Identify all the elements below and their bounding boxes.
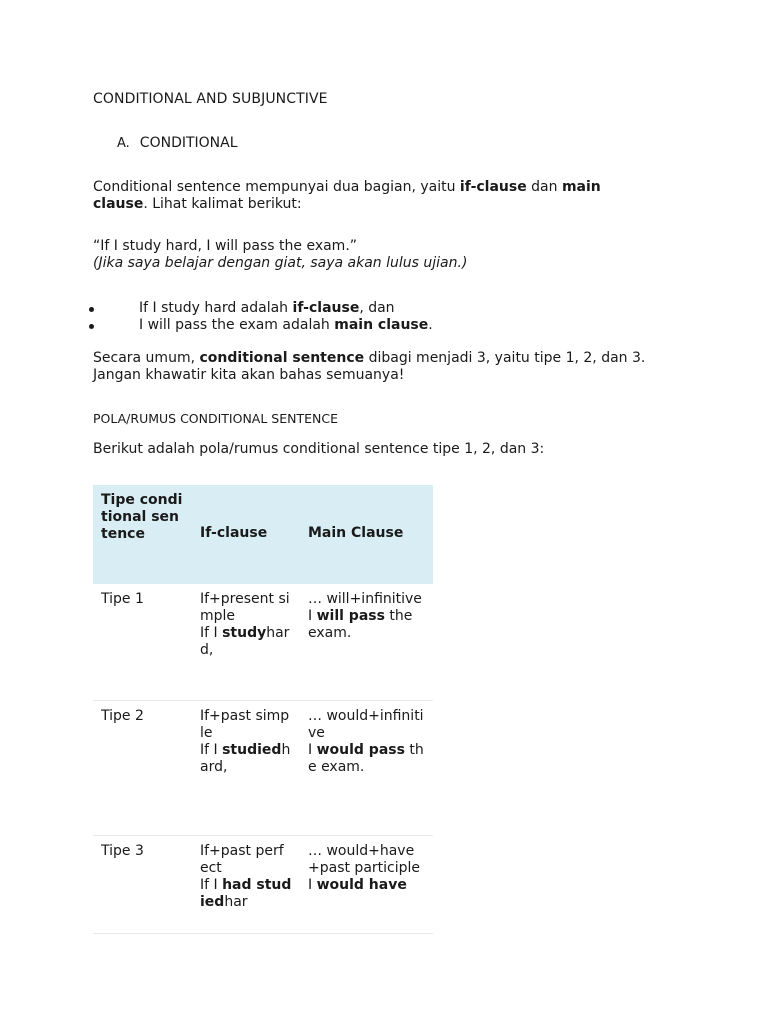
bullet-2-bold: main clause bbox=[334, 317, 429, 333]
if-example bbox=[200, 625, 292, 659]
if-example-post: hard, bbox=[200, 625, 290, 658]
cell-tipe: Tipe 2 bbox=[101, 708, 144, 724]
intro-text-1: Conditional sentence mempunyai dua bagian, yaitu bbox=[93, 179, 460, 195]
table-row bbox=[93, 584, 433, 701]
example-quote bbox=[93, 238, 653, 272]
bullet-1-tail: , dan bbox=[359, 300, 395, 316]
main-example-post: the exam. bbox=[308, 742, 424, 775]
if-example-post: har bbox=[224, 894, 248, 910]
main-example-bold: would have bbox=[316, 877, 407, 893]
cell-main-clause bbox=[300, 836, 433, 934]
intro-text-2: dan bbox=[526, 179, 562, 195]
main-example-pre: I bbox=[308, 877, 317, 893]
header-tipe: Tipe conditional sentence bbox=[93, 485, 192, 584]
cell-if-clause bbox=[192, 584, 300, 701]
section-a-title: CONDITIONAL bbox=[139, 135, 238, 151]
main-example bbox=[308, 877, 425, 894]
main-example-bold: will pass bbox=[316, 608, 385, 624]
main-example-pre: I bbox=[308, 742, 317, 758]
table-header-row bbox=[93, 485, 433, 584]
main-formula: … will+infinitive bbox=[308, 591, 422, 607]
bullet-1-text: If I study hard adalah bbox=[139, 300, 293, 316]
cell-main-clause bbox=[300, 701, 433, 836]
types-text-1: Secara umum, bbox=[93, 350, 200, 366]
example-sentence-en: “If I study hard, I will pass the exam.” bbox=[93, 238, 358, 254]
cell-if-clause bbox=[192, 836, 300, 934]
bullet-2-text: I will pass the exam adalah bbox=[139, 317, 335, 333]
bullet-item-main-clause bbox=[86, 317, 646, 334]
bullet-1-bold: if-clause bbox=[292, 300, 360, 316]
intro-bold-if-clause: if-clause bbox=[459, 179, 527, 195]
cell-main-clause bbox=[300, 584, 433, 701]
types-bold: conditional sentence bbox=[199, 350, 365, 366]
if-example-bold: studied bbox=[222, 742, 282, 758]
types-text-2: dibagi menjadi 3, yaitu tipe 1, 2, dan 3. Jangan khawatir kita akan bahas semuanya! bbox=[93, 350, 646, 383]
main-formula: … would+have+past participle bbox=[308, 843, 421, 876]
section-a-label: A. bbox=[117, 136, 130, 151]
types-paragraph bbox=[93, 350, 673, 384]
if-example bbox=[200, 877, 292, 911]
section-a-heading bbox=[117, 135, 238, 152]
cell-tipe: Tipe 3 bbox=[101, 843, 144, 859]
table-intro-paragraph: Berikut adalah pola/rumus conditional sentence tipe 1, 2, dan 3: bbox=[93, 441, 545, 457]
if-example bbox=[200, 742, 292, 776]
example-translation: (Jika saya belajar dengan giat, saya akan lulus ujian.) bbox=[93, 255, 468, 271]
cell-if-clause bbox=[192, 701, 300, 836]
if-example-pre: If I bbox=[200, 742, 223, 758]
if-formula: If+present simple bbox=[200, 591, 290, 624]
main-example bbox=[308, 742, 425, 776]
if-example-post: hard, bbox=[200, 742, 291, 775]
main-formula: … would+infinitive bbox=[308, 708, 424, 741]
intro-paragraph bbox=[93, 179, 653, 213]
main-example-post: the exam. bbox=[308, 608, 413, 641]
if-example-bold: had studied bbox=[200, 877, 292, 910]
if-example-bold: study bbox=[222, 625, 267, 641]
cell-tipe: Tipe 1 bbox=[101, 591, 144, 607]
bullet-item-if-clause bbox=[86, 300, 646, 317]
intro-text-3: . Lihat kalimat berikut: bbox=[143, 196, 302, 212]
header-if-clause: If-clause bbox=[192, 485, 300, 584]
if-formula: If+past perfect bbox=[200, 843, 284, 876]
if-example-pre: If I bbox=[200, 625, 223, 641]
table-row bbox=[93, 836, 433, 934]
bullet-2-tail: . bbox=[428, 317, 433, 333]
document-title: CONDITIONAL AND SUBJUNCTIVE bbox=[93, 91, 328, 107]
main-example-pre: I bbox=[308, 608, 317, 624]
example-sentence-id bbox=[93, 255, 653, 272]
pola-heading: POLA/RUMUS CONDITIONAL SENTENCE bbox=[93, 411, 338, 426]
main-example bbox=[308, 608, 425, 642]
table-row bbox=[93, 701, 433, 836]
if-example-pre: If I bbox=[200, 877, 223, 893]
conditional-table bbox=[93, 485, 433, 934]
if-formula: If+past simple bbox=[200, 708, 290, 741]
intro-bold-main-clause: main clause bbox=[93, 179, 601, 212]
main-example-bold: would pass bbox=[316, 742, 405, 758]
header-main-clause: Main Clause bbox=[300, 485, 433, 584]
bullet-list bbox=[86, 300, 646, 334]
